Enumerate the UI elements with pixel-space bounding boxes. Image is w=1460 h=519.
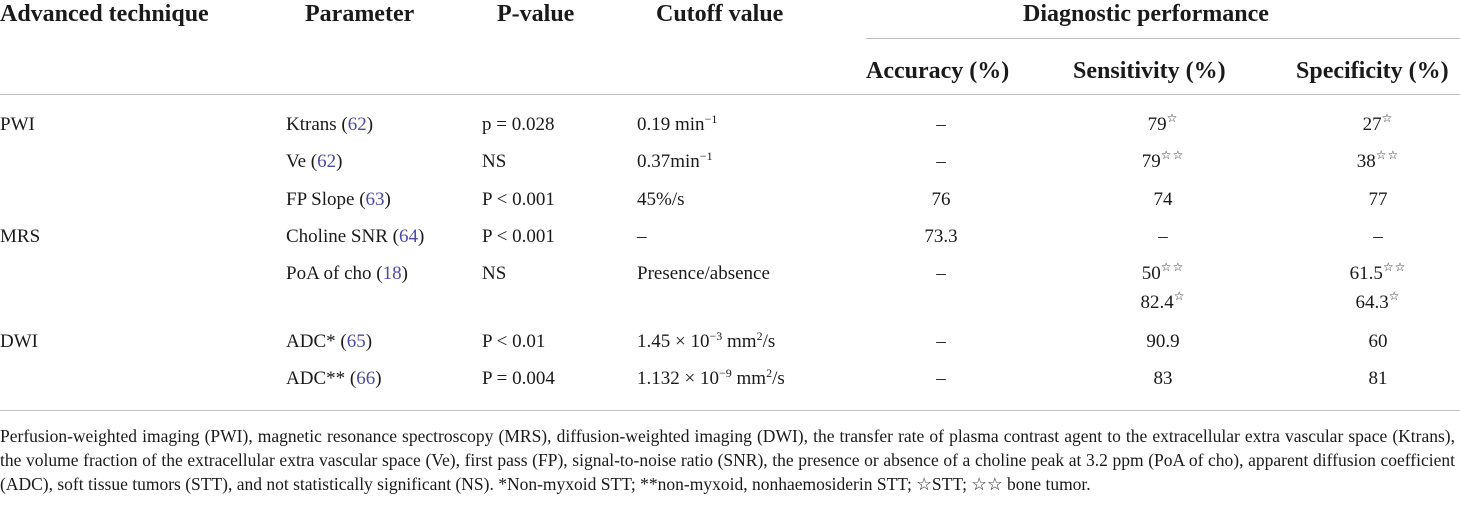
cell-accuracy: 73.3: [924, 226, 958, 247]
star-marker-icon: ☆☆: [1160, 148, 1185, 162]
reference-link[interactable]: 62: [317, 151, 337, 172]
cell-p-value: NS: [482, 263, 507, 284]
header-bottom-rule: [0, 94, 1460, 95]
cell-sensitivity: 82.4☆: [1140, 289, 1186, 313]
cell-p-value: P < 0.01: [482, 331, 546, 352]
cell-parameter: ADC** (66): [286, 368, 382, 389]
header-parameter: Parameter: [305, 1, 415, 27]
cell-sensitivity: 83: [1153, 368, 1173, 389]
cell-sensitivity: 79☆: [1147, 111, 1179, 135]
star-marker-icon: ☆: [1381, 111, 1394, 125]
cell-accuracy: –: [936, 368, 946, 389]
reference-link[interactable]: 62: [347, 114, 367, 135]
cell-technique: DWI: [0, 331, 38, 352]
cell-specificity: 38☆☆: [1356, 148, 1400, 172]
header-advanced-technique: Advanced technique: [0, 1, 209, 27]
star-marker-icon: ☆☆: [1382, 260, 1407, 274]
header-subrule: [866, 38, 1460, 39]
reference-link[interactable]: 66: [356, 368, 376, 389]
header-accuracy: Accuracy (%): [866, 58, 1010, 84]
cell-technique: MRS: [0, 226, 41, 247]
cell-parameter: Ktrans (62): [286, 114, 374, 135]
cell-cutoff: –: [637, 226, 647, 247]
cell-cutoff: $0.37\min^{-1}$: [637, 149, 713, 172]
header-p-value: P-value: [497, 1, 575, 27]
cell-p-value: NS: [482, 151, 507, 172]
cell-p-value: p = 0.028: [482, 114, 555, 135]
reference-link[interactable]: 65: [346, 331, 366, 352]
cell-specificity: 81: [1368, 368, 1388, 389]
cell-parameter: Ve (62): [286, 151, 343, 172]
cell-cutoff: 45%/s: [637, 189, 685, 210]
cell-accuracy: –: [936, 263, 946, 284]
cell-specificity: 27☆: [1362, 111, 1394, 135]
header-cutoff-value: Cutoff value: [656, 1, 784, 27]
cell-cutoff: Presence/absence: [637, 263, 770, 284]
cutoff-unit-exponent: 2: [756, 329, 763, 343]
reference-link[interactable]: 18: [382, 263, 402, 284]
cell-cutoff: $1.45 \times 10^{-3}$ $mm^2/s$: [637, 329, 776, 352]
cutoff-unit-exponent: 2: [766, 366, 773, 380]
star-marker-icon: ☆☆: [1160, 260, 1185, 274]
star-marker-icon: ☆: [1166, 111, 1179, 125]
cell-specificity: 61.5☆☆: [1349, 260, 1407, 284]
star-marker-icon: ☆: [1388, 289, 1401, 303]
table-bottom-rule: [0, 410, 1460, 411]
cell-accuracy: 76: [931, 189, 951, 210]
cell-parameter: ADC* (65): [286, 331, 373, 352]
cell-sensitivity: 50☆☆: [1141, 260, 1185, 284]
cell-specificity: 60: [1368, 331, 1388, 352]
cell-parameter: PoA of cho (18): [286, 263, 408, 284]
table-footnote: Perfusion-weighted imaging (PWI), magnetic resonance spectroscopy (MRS), diffusion-weighted imaging (DWI), the transfer rate of plasma contrast agent to the extracellular extra vascular space (Ktrans), the volume fraction of the extracellular extra vascular space (Ve), first pass (FP), signal-to-noise ratio (SNR), the presence or absence of a choline peak at 3.2 ppm (PoA of cho), apparent diffusion coefficient (ADC), soft tissue tumors (STT), and not statistically significant (NS). *Non-myxoid STT; **non-myxoid, nonhaemosiderin STT; ☆STT; ☆☆ bone tumor.: [0, 426, 1455, 494]
cell-p-value: P < 0.001: [482, 226, 555, 247]
cell-cutoff: $1.132 \times 10^{-9}$ $mm^2/s$: [637, 366, 785, 389]
cutoff-exponent: −1: [704, 112, 718, 126]
star-marker-icon: ☆☆: [1375, 148, 1400, 162]
cell-sensitivity: 90.9: [1146, 331, 1180, 352]
cell-accuracy: –: [936, 331, 946, 352]
cutoff-exponent: −9: [718, 366, 732, 380]
header-specificity: Specificity (%): [1296, 58, 1449, 84]
cell-accuracy: –: [936, 114, 946, 135]
cutoff-exponent: −1: [699, 149, 713, 163]
cell-specificity: –: [1373, 226, 1383, 247]
reference-link[interactable]: 64: [398, 226, 418, 247]
header-diagnostic-performance: Diagnostic performance: [1023, 1, 1269, 27]
cell-p-value: P < 0.001: [482, 189, 555, 210]
cell-sensitivity: 74: [1153, 189, 1173, 210]
cell-specificity: 77: [1368, 189, 1388, 210]
cell-p-value: P = 0.004: [482, 368, 555, 389]
cell-technique: PWI: [0, 114, 35, 135]
star-marker-icon: ☆: [1173, 289, 1186, 303]
cell-accuracy: –: [936, 151, 946, 172]
cell-parameter: Choline SNR (64): [286, 226, 425, 247]
cutoff-exponent: −3: [709, 329, 723, 343]
header-sensitivity: Sensitivity (%): [1073, 58, 1226, 84]
cell-parameter: FP Slope (63): [286, 189, 391, 210]
cell-sensitivity: 79☆☆: [1141, 148, 1185, 172]
cell-cutoff: 0.19 $\min^{-1}$: [637, 112, 718, 135]
reference-link[interactable]: 63: [365, 189, 385, 210]
cell-sensitivity: –: [1158, 226, 1168, 247]
cell-specificity: 64.3☆: [1355, 289, 1401, 313]
